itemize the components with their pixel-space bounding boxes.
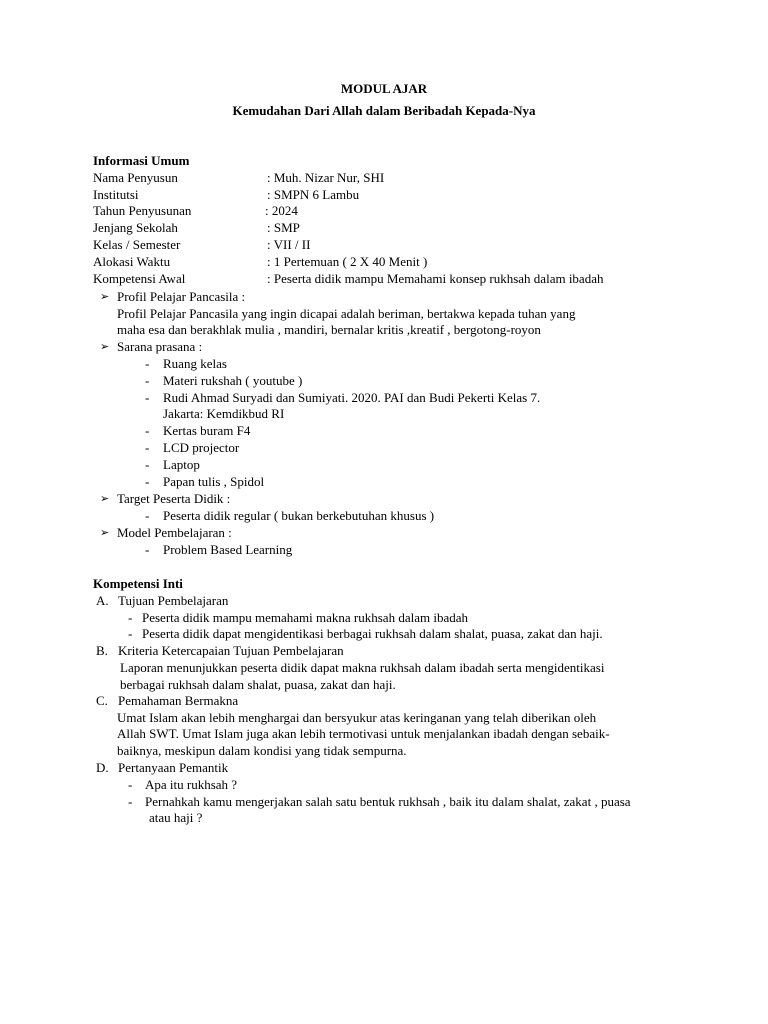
- pemahaman-text-line: Allah SWT. Umat Islam juga akan lebih termotivasi untuk menjalankan ibadah dengan sebaik-: [117, 726, 610, 741]
- sarana-item: LCD projector: [163, 440, 240, 455]
- info-value: : VII / II: [267, 237, 311, 252]
- pemahaman-text-line: Umat Islam akan lebih menghargai dan bersyukur atas keringanan yang telah diberikan oleh: [117, 710, 597, 725]
- model-heading: Model Pembelajaran :: [117, 525, 232, 540]
- kriteria-text-line: Laporan menunjukkan peserta didik dapat makna rukhsah dalam ibadah serta mengidentikasi: [120, 660, 605, 675]
- target-item: Peserta didik regular ( bukan berkebutuhan khusus ): [163, 508, 435, 523]
- arrowhead-bullet-icon: ➢: [100, 290, 110, 303]
- profil-text-line: maha esa dan berakhlak mulia , mandiri, bernalar kritis ,kreatif , bergotong-royon: [117, 322, 541, 337]
- document-subtitle: Kemudahan Dari Allah dalam Beribadah Kepada-Nya: [232, 103, 536, 118]
- pertanyaan-item: Apa itu rukhsah ?: [145, 777, 238, 792]
- arrowhead-bullet-icon: ➢: [100, 340, 110, 353]
- info-label: Institutsi: [93, 187, 139, 202]
- info-label: Jenjang Sekolah: [93, 220, 178, 235]
- info-value: : SMPN 6 Lambu: [267, 187, 360, 202]
- dash-bullet: -: [128, 777, 133, 792]
- target-heading: Target Peserta Didik :: [117, 491, 231, 506]
- list-marker: B.: [96, 643, 108, 658]
- subsection-title-tujuan: Tujuan Pembelajaran: [118, 593, 229, 608]
- sarana-item: Rudi Ahmad Suryadi dan Sumiyati. 2020. PAI dan Budi Pekerti Kelas 7.: [163, 390, 541, 405]
- sarana-item: Materi rukshah ( youtube ): [163, 373, 303, 388]
- subsection-title-pemahaman: Pemahaman Bermakna: [118, 693, 239, 708]
- list-marker: D.: [96, 760, 109, 775]
- sarana-item-continuation: Jakarta: Kemdikbud RI: [163, 406, 285, 421]
- sarana-item: Ruang kelas: [163, 356, 227, 371]
- dash-bullet: -: [145, 356, 150, 371]
- info-label: Kompetensi Awal: [93, 271, 186, 286]
- info-value: : SMP: [267, 220, 300, 235]
- profil-text-line: Profil Pelajar Pancasila yang ingin dicapai adalah beriman, bertakwa kepada tuhan yang: [117, 306, 576, 321]
- pertanyaan-item-continuation: atau haji ?: [149, 810, 203, 825]
- dash-bullet: -: [128, 626, 133, 641]
- dash-bullet: -: [145, 508, 150, 523]
- dash-bullet: -: [128, 794, 133, 809]
- dash-bullet: -: [145, 474, 150, 489]
- dash-bullet: -: [128, 610, 133, 625]
- kriteria-text-line: berbagai rukhsah dalam shalat, puasa, zakat dan haji.: [120, 677, 396, 692]
- subsection-title-pertanyaan: Pertanyaan Pemantik: [118, 760, 229, 775]
- info-label: Alokasi Waktu: [93, 254, 171, 269]
- arrowhead-bullet-icon: ➢: [100, 492, 110, 505]
- arrowhead-bullet-icon: ➢: [100, 526, 110, 539]
- dash-bullet: -: [145, 390, 150, 405]
- dash-bullet: -: [145, 457, 150, 472]
- dash-bullet: -: [145, 373, 150, 388]
- pertanyaan-item: Pernahkah kamu mengerjakan salah satu bentuk rukhsah , baik itu dalam shalat, zakat , puasa: [145, 794, 631, 809]
- sarana-item: Kertas buram F4: [163, 423, 251, 438]
- list-marker: C.: [96, 693, 108, 708]
- dash-bullet: -: [145, 423, 150, 438]
- info-label: Nama Penyusun: [93, 170, 178, 185]
- info-value: : Muh. Nizar Nur, SHI: [267, 170, 385, 185]
- section-heading-informasi-umum: Informasi Umum: [93, 153, 190, 168]
- info-label: Kelas / Semester: [93, 237, 181, 252]
- sarana-item: Laptop: [163, 457, 200, 472]
- pemahaman-text-line: baiknya, meskipun dalam kondisi yang tidak sempurna.: [117, 743, 407, 758]
- sarana-item: Papan tulis , Spidol: [163, 474, 265, 489]
- dash-bullet: -: [145, 440, 150, 455]
- list-marker: A.: [96, 593, 109, 608]
- info-label: Tahun Penyusunan: [93, 203, 192, 218]
- info-value: : Peserta didik mampu Memahami konsep rukhsah dalam ibadah: [267, 271, 604, 286]
- profil-heading: Profil Pelajar Pancasila :: [117, 289, 246, 304]
- document-title: MODUL AJAR: [340, 81, 428, 96]
- tujuan-item: Peserta didik mampu memahami makna rukhsah dalam ibadah: [142, 610, 468, 625]
- section-heading-kompetensi-inti: Kompetensi Inti: [93, 576, 183, 591]
- sarana-heading: Sarana prasana :: [117, 339, 203, 354]
- tujuan-item: Peserta didik dapat mengidentikasi berbagai rukhsah dalam shalat, puasa, zakat dan haji.: [142, 626, 603, 641]
- info-value: : 1 Pertemuan ( 2 X 40 Menit ): [267, 254, 428, 269]
- dash-bullet: -: [145, 542, 150, 557]
- info-value: : 2024: [265, 203, 298, 218]
- model-item: Problem Based Learning: [163, 542, 293, 557]
- subsection-title-kriteria: Kriteria Ketercapaian Tujuan Pembelajaran: [118, 643, 344, 658]
